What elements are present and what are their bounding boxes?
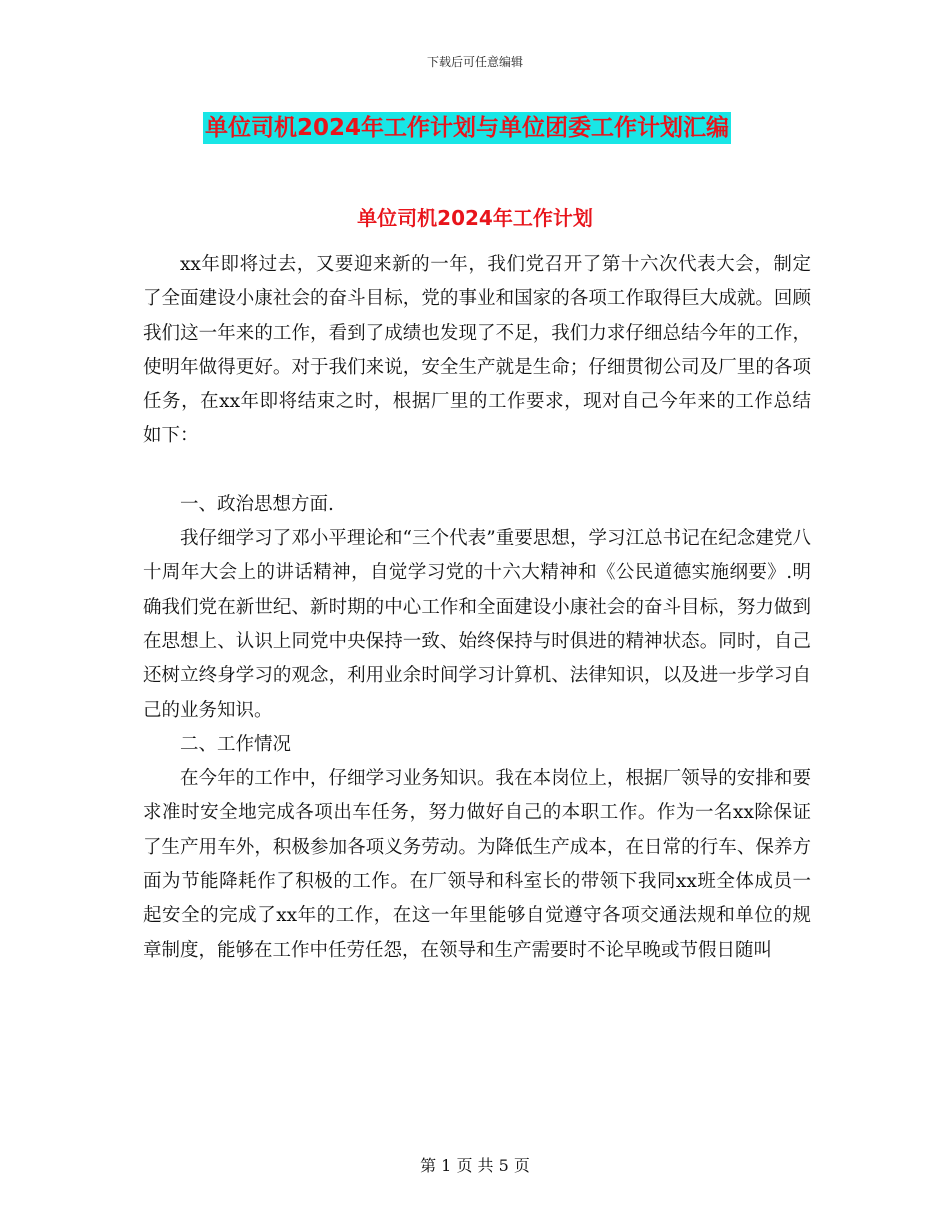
paragraph-intro: xx年即将过去，又要迎来新的一年，我们党召开了第十六次代表大会，制定了全面建设小康社会的奋斗目标，党的事业和国家的各项工作取得巨大成就。回顾我们这一年来的工作，看到了成绩也发现了不足，我们力求仔细总结今年的工作，使明年做得更好。对于我们来说，安全生产就是生命；仔细贯彻公司及厂里的各项任务，在xx年即将结束之时，根据厂里的工作要求，现对自己今年来的工作总结如下： — [143, 254, 811, 447]
section-title: 单位司机2024年工作计划 — [357, 206, 593, 230]
page-number: 第 1 页 共 5 页 — [420, 1156, 530, 1175]
paragraph-work: 在今年的工作中，仔细学习业务知识。我在本岗位上，根据厂领导的安排和要求准时安全地完成各项出车任务，努力做好自己的本职工作。作为一名xx除保证了生产用车外，积极参加各项义务劳动。为降低生产成本，在日常的行车、保养方面为节能降耗作了积极的工作。在厂领导和科室长的带领下我同xx班全体成员一起安全的完成了xx年的工作，在这一年里能够自觉遵守各项交通法规和单位的规章制度，能够在工作中任劳任怨，在领导和生产需要时不论早晚或节假日随叫 — [143, 768, 811, 961]
document-title: 单位司机2024年工作计划与单位团委工作计划汇编 — [203, 112, 731, 144]
document-body — [143, 248, 811, 968]
paragraph-political: 我仔细学习了邓小平理论和“三个代表”重要思想，学习江总书记在纪念建党八十周年大会上的讲话精神，自觉学习党的十六大精神和《公民道德实施纲要》.明确我们党在新世纪、新时期的中心工作和全面建设小康社会的奋斗目标，努力做到在思想上、认识上同党中央保持一致、始终保持与时俱进的精神状态。同时，自己还树立终身学习的观念，利用业余时间学习计算机、法律知识，以及进一步学习自己的业务知识。 — [143, 528, 811, 721]
header-note: 下载后可任意编辑 — [426, 55, 523, 69]
heading-work: 二、工作情况 — [180, 733, 292, 755]
heading-political: 一、政治思想方面. — [180, 493, 334, 515]
